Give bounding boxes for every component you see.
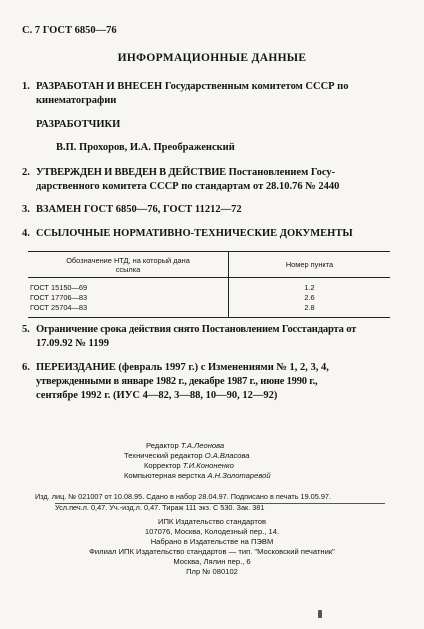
section-6-number: 6.	[22, 362, 30, 373]
layout-name: А.Н.Золотаревой	[207, 471, 271, 480]
item-cell: 1.2	[304, 283, 315, 292]
imprint-line-1: Изд. лиц. № 021007 от 10.08.95. Сдано в набор 28.04.97. Подписано в печать 19.05.97.	[35, 492, 331, 501]
tech-editor-name: О.А.Власова	[204, 451, 250, 460]
proofreader-name: Т.И.Кононенко	[182, 461, 234, 470]
editor-line	[146, 441, 224, 451]
scan-mark	[318, 610, 322, 618]
layout-line	[124, 471, 271, 481]
section-2	[22, 166, 335, 180]
publisher-line-3: Набрано в Издательстве на ПЭВМ	[150, 537, 274, 546]
section-6	[22, 361, 329, 375]
section-4	[22, 227, 353, 241]
section-6-line1: ПЕРЕИЗДАНИЕ (февраль 1997 г.) с Изменениями № 1, 2, 3, 4,	[36, 362, 329, 373]
section-1-text: Государственным комитетом СССР по	[162, 81, 349, 92]
designation-header-line2: ссылка	[115, 264, 141, 274]
editor-label: Редактор	[146, 441, 181, 450]
editor-name: Т.А.Леонова	[180, 441, 225, 450]
section-1-continuation: кинематографии	[36, 95, 117, 106]
table-row	[28, 303, 390, 318]
publisher-line-5: Москва, Лялин пер., 6	[173, 557, 251, 566]
section-3	[22, 203, 242, 217]
section-5	[22, 323, 356, 337]
item-number-column-header: Номер пункта	[229, 252, 391, 278]
section-4-text: ССЫЛОЧНЫЕ НОРМАТИВНО-ТЕХНИЧЕСКИЕ ДОКУМЕНТЫ	[36, 228, 353, 239]
doc-cell: ГОСТ 25704—83	[28, 303, 229, 318]
section-5-continuation: 17.09.92 № 1199	[36, 338, 109, 349]
tech-editor-label: Технический редактор	[124, 451, 205, 460]
section-2-text: Постановлением Госу-	[225, 167, 336, 178]
developers-heading: РАЗРАБОТЧИКИ	[36, 119, 121, 130]
section-3-text: ВЗАМЕН ГОСТ 6850—76, ГОСТ 11212—72	[36, 204, 242, 215]
publisher-line-4: Филиал ИПК Издательство стандартов — тип. "Московский печатник"	[89, 547, 335, 556]
section-5-text: Ограничение срока действия снято Постановлением Госстандарта от	[36, 324, 357, 335]
tech-editor-line	[124, 451, 250, 461]
table-row	[28, 278, 390, 294]
proofreader-line	[144, 461, 234, 471]
table-row	[28, 293, 390, 303]
section-1-lead: РАЗРАБОТАН И ВНЕСЕН	[36, 81, 163, 92]
publisher-line-6: Плр № 080102	[186, 567, 238, 576]
item-cell: 2.6	[304, 293, 315, 302]
running-head: С. 7 ГОСТ 6850—76	[22, 25, 117, 36]
designation-column-header	[28, 252, 229, 278]
section-2-lead: УТВЕРЖДЕН И ВВЕДЕН В ДЕЙСТВИЕ	[36, 167, 226, 178]
doc-cell: ГОСТ 15150—69	[28, 278, 229, 294]
imprint-underline	[55, 503, 385, 504]
designation-header-line1: Обозначение НТД, на который дана	[66, 255, 190, 265]
section-2-continuation: дарственного комитета СССР по стандартам от 28.10.76 № 2440	[36, 181, 340, 192]
imprint-line-2: Усл.печ.л. 0,47. Уч.-изд.л. 0,47. Тираж 111 экз. С 530. Зак. 381	[55, 503, 265, 512]
layout-label: Компьютерная верстка	[124, 471, 208, 480]
section-1	[22, 80, 349, 94]
section-6-line2: утвержденными в январе 1982 г., декабре 1987 г., июне 1990 г.,	[36, 376, 318, 387]
developers-names: В.П. Прохоров, И.А. Преображенский	[56, 142, 235, 153]
section-3-number: 3.	[22, 204, 30, 215]
section-2-number: 2.	[22, 167, 30, 178]
section-6-line3: сентябре 1992 г. (ИУС 4—82, 3—88, 10—90, 12—92)	[36, 390, 278, 401]
section-1-number: 1.	[22, 81, 30, 92]
page-title: ИНФОРМАЦИОННЫЕ ДАННЫЕ	[117, 52, 307, 64]
ntd-reference-table	[28, 251, 390, 318]
item-cell: 2.8	[229, 303, 391, 318]
publisher-line-1: ИПК Издательство стандартов	[158, 517, 266, 526]
table-header-row	[28, 252, 390, 278]
publisher-line-2: 107076, Москва, Колодезный пер., 14.	[144, 527, 280, 536]
section-4-number: 4.	[22, 228, 30, 239]
doc-cell: ГОСТ 17706—83	[28, 293, 229, 303]
proofreader-label: Корректор	[144, 461, 183, 470]
section-5-number: 5.	[22, 324, 30, 335]
